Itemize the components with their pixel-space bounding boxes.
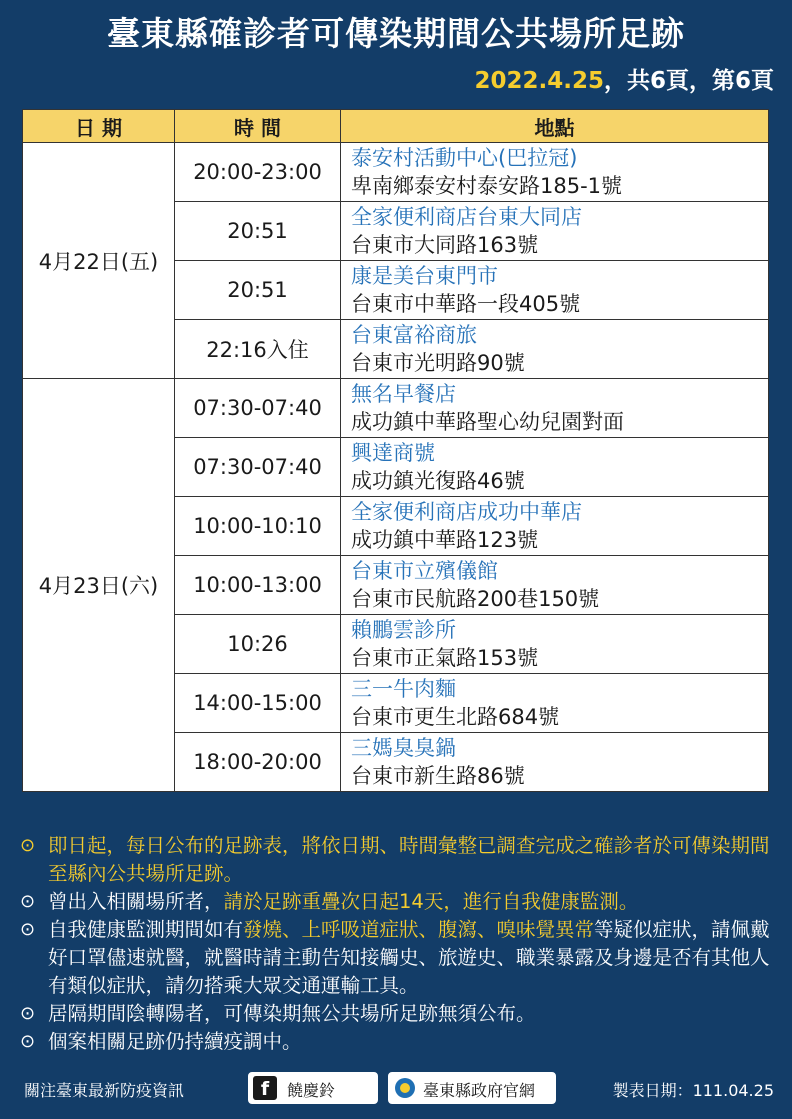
location-address: 台東市更生北路684號 <box>351 705 560 729</box>
bullet-icon: ⊙ <box>20 891 36 912</box>
follow-text: 關注臺東最新防疫資訊 <box>24 1081 185 1100</box>
time-cell: 07:30-07:40 <box>175 438 341 497</box>
footprint-table <box>22 109 769 792</box>
report-date: 2022.4.25 <box>474 68 604 94</box>
note-highlight: 請於足跡重疊次日起14天，進行自我健康監測。 <box>223 890 639 913</box>
time-cell: 10:00-10:10 <box>175 497 341 556</box>
date-cell: 4月23日(六) <box>23 379 175 792</box>
time-cell: 22:16入住 <box>175 320 341 379</box>
time-cell: 10:26 <box>175 615 341 674</box>
note-highlight: 發燒、上呼吸道症狀、腹瀉、嗅味覺異常 <box>243 918 595 941</box>
location-name: 三一牛肉麵 <box>351 677 456 701</box>
note-text: 曾出入相關場所者， <box>48 890 224 913</box>
location-address: 卑南鄉泰安村泰安路185-1號 <box>351 174 623 198</box>
note-item <box>18 1028 778 1056</box>
bullet-icon: ⊙ <box>20 919 36 940</box>
footer <box>24 1072 774 1106</box>
location-name: 全家便利商店成功中華店 <box>351 500 582 524</box>
header-date: 日 期 <box>23 110 175 143</box>
facebook-page-name: 饒慶鈴 <box>287 1081 336 1100</box>
location-cell <box>341 674 769 733</box>
location-name: 無名早餐店 <box>351 382 456 406</box>
location-cell <box>341 202 769 261</box>
location-name: 康是美台東門市 <box>351 264 498 288</box>
table-row <box>23 143 769 202</box>
location-name: 興達商號 <box>351 441 435 465</box>
header-location: 地點 <box>341 110 769 143</box>
table-header-row <box>23 110 769 143</box>
location-address: 台東市光明路90號 <box>351 351 525 375</box>
county-emblem-icon <box>395 1078 415 1098</box>
location-cell <box>341 320 769 379</box>
note-text: 居隔期間陰轉陽者，可傳染期無公共場所足跡無須公布。 <box>48 1002 536 1025</box>
time-cell: 20:51 <box>175 261 341 320</box>
page-count: ，共6頁，第6頁 <box>603 68 774 94</box>
location-name: 台東富裕商旅 <box>351 323 477 347</box>
time-cell: 20:00-23:00 <box>175 143 341 202</box>
facebook-icon: f <box>253 1076 277 1100</box>
government-website-link[interactable] <box>388 1072 556 1104</box>
note-item <box>18 832 778 888</box>
location-address: 台東市民航路200巷150號 <box>351 587 600 611</box>
time-cell: 20:51 <box>175 202 341 261</box>
note-text: 即日起，每日公布的足跡表，將依日期、時間彙整已調查完成之確診者於可傳染期間至縣內公共場所足跡。 <box>48 834 770 885</box>
date-cell: 4月22日(五) <box>23 143 175 379</box>
location-address: 台東市中華路一段405號 <box>351 292 581 316</box>
table-row <box>23 379 769 438</box>
location-cell <box>341 556 769 615</box>
made-date: 製表日期：111.04.25 <box>612 1081 774 1100</box>
location-name: 全家便利商店台東大同店 <box>351 205 582 229</box>
note-text: 個案相關足跡仍持續疫調中。 <box>48 1030 302 1053</box>
header-time: 時 間 <box>175 110 341 143</box>
location-name: 賴鵬雲診所 <box>351 618 456 642</box>
time-cell: 18:00-20:00 <box>175 733 341 792</box>
location-cell <box>341 143 769 202</box>
location-address: 成功鎮中華路聖心幼兒園對面 <box>351 410 624 434</box>
location-name: 台東市立殯儀館 <box>351 559 498 583</box>
location-address: 台東市大同路163號 <box>351 233 539 257</box>
bullet-icon: ⊙ <box>20 1031 36 1052</box>
location-name: 三媽臭臭鍋 <box>351 736 456 760</box>
note-item <box>18 1000 778 1028</box>
location-cell <box>341 733 769 792</box>
note-text: 自我健康監測期間如有 <box>48 918 244 941</box>
location-cell <box>341 379 769 438</box>
location-cell <box>341 615 769 674</box>
page-title: 臺東縣確診者可傳染期間公共場所足跡 <box>107 14 685 53</box>
location-address: 成功鎮光復路46號 <box>351 469 525 493</box>
location-address: 台東市新生路86號 <box>351 764 525 788</box>
location-address: 台東市正氣路153號 <box>351 646 539 670</box>
location-cell <box>341 438 769 497</box>
page-subtitle <box>474 62 774 95</box>
location-cell <box>341 261 769 320</box>
notes-section <box>18 832 778 1056</box>
time-cell: 07:30-07:40 <box>175 379 341 438</box>
note-item <box>18 888 778 916</box>
government-website-name: 臺東縣政府官網 <box>423 1081 536 1100</box>
note-item <box>18 916 778 1000</box>
note-text: 等疑似症狀，請佩戴好口罩儘速就醫，就醫時請主動告知接觸史、旅遊史、職業暴露及身邊是否有其他人有類似症狀，請勿搭乘大眾交通運輸工具。 <box>48 918 770 997</box>
facebook-link[interactable] <box>248 1072 378 1104</box>
location-name: 泰安村活動中心(巴拉冠) <box>351 146 578 170</box>
bullet-icon: ⊙ <box>20 1003 36 1024</box>
time-cell: 10:00-13:00 <box>175 556 341 615</box>
location-address: 成功鎮中華路123號 <box>351 528 539 552</box>
bullet-icon: ⊙ <box>20 835 36 856</box>
location-cell <box>341 497 769 556</box>
time-cell: 14:00-15:00 <box>175 674 341 733</box>
